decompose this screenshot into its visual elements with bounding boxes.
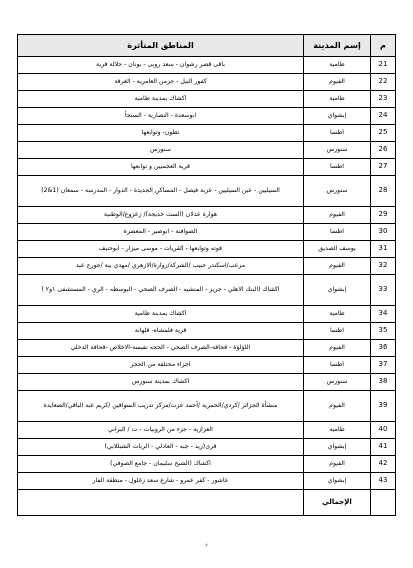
row-city: سنورس [304, 374, 371, 391]
row-city: طامية [304, 91, 371, 108]
total-row [18, 490, 396, 516]
row-areas: الصوافنة - ابوصير - المعصرة [18, 224, 304, 241]
row-areas: مرعب/اسكندر حبيب /الشركة/زوارة/الازهري /مهدي بية /جورج عيد [18, 258, 304, 275]
total-value-cell [18, 490, 304, 516]
row-areas: عاشور - كفر عمرو - شارع سعد زغلول - منطقة الفار [18, 473, 304, 490]
table-row [18, 159, 396, 176]
row-number: 39 [371, 391, 396, 422]
row-number: 29 [371, 207, 396, 224]
row-areas: ابوسعدة - النصارية - السنجأ [18, 108, 304, 125]
row-number: 38 [371, 374, 396, 391]
row-areas: اكشاك (البنك الاهلي - جريز - المنشيه - الصرف الصحي - البوسطه - الري - المستشفى ١و٢ ) [18, 275, 304, 306]
table-row [18, 57, 396, 74]
row-areas: العزازية - جزء من الروبيات - ت / البراني [18, 422, 304, 439]
row-number: 34 [371, 306, 396, 323]
document-page [17, 34, 396, 516]
row-areas: باقى قصر رشوان - سعد روبى - يونان - جلالة قرية [18, 57, 304, 74]
row-areas: قرى(زيد - جبه - العادلي - الربات الشبللابي) [18, 439, 304, 456]
table-row [18, 74, 396, 91]
row-city: سنورس [304, 142, 371, 159]
table-row [18, 207, 396, 224]
row-city: إبشواي [304, 275, 371, 306]
table-row [18, 224, 396, 241]
header-city-name: إسم المدينة [304, 35, 371, 57]
table-row [18, 422, 396, 439]
row-areas: هوارة عدلان (الست خديجة)/ زعزوع/الوطنية [18, 207, 304, 224]
row-number: 40 [371, 422, 396, 439]
row-areas: كفور النيل - جزمن العامرية - الغرقة [18, 74, 304, 91]
table-row [18, 391, 396, 422]
table-row [18, 176, 396, 207]
row-number: 37 [371, 357, 396, 374]
table-row [18, 456, 396, 473]
table-row [18, 306, 396, 323]
row-city: اطسا [304, 357, 371, 374]
row-areas: قرية قلمشاه- قلهانة [18, 323, 304, 340]
row-areas: اكشاك بمدينة طامية [18, 306, 304, 323]
row-city: الفيوم [304, 456, 371, 473]
table-header-row [18, 35, 396, 57]
table-row [18, 323, 396, 340]
row-city: إبشواي [304, 473, 371, 490]
row-number: 25 [371, 125, 396, 142]
row-city: الفيوم [304, 74, 371, 91]
row-number: 32 [371, 258, 396, 275]
row-areas: اجزاء مختلفة من الحجر [18, 357, 304, 374]
row-city: يوسف الصديق [304, 241, 371, 258]
row-city: طامية [304, 422, 371, 439]
row-number: 41 [371, 439, 396, 456]
row-number: 24 [371, 108, 396, 125]
page-number: ٢ [205, 543, 208, 549]
table-row [18, 357, 396, 374]
row-areas: منشأة الجزائر /كردي/الحمرية /أحمد عزت/مركز تدريب السواقين /كريم عبد الباقي/الصعايدة [18, 391, 304, 422]
row-number: 30 [371, 224, 396, 241]
row-city: الفيوم [304, 258, 371, 275]
table-row [18, 241, 396, 258]
total-number-cell [371, 490, 396, 516]
row-city: الفيوم [304, 207, 371, 224]
row-areas: قوته وتوابعها - القريات - موسى ميزار - ابوحنيف [18, 241, 304, 258]
row-areas: اكشاك بمدينة سنورس [18, 374, 304, 391]
row-areas: السيليين - عين السيليين - عزبة فيصل - المساكن الجديدة - الدوار - المدرسة - سمعان (1&2) [18, 176, 304, 207]
row-number: 35 [371, 323, 396, 340]
row-number: 36 [371, 340, 396, 357]
row-areas: اكشاك بمدينة طامية [18, 91, 304, 108]
table-row [18, 374, 396, 391]
row-city: اطسا [304, 159, 371, 176]
row-city: سنورس [304, 176, 371, 207]
table-row [18, 258, 396, 275]
row-city: طامية [304, 306, 371, 323]
row-city: طامية [304, 57, 371, 74]
row-city: اطسا [304, 323, 371, 340]
row-number: 23 [371, 91, 396, 108]
row-city: الفيوم [304, 340, 371, 357]
table-row [18, 91, 396, 108]
row-areas: اللؤلؤة - قحافة-الصرف الصحي - الحجه نفيسة-الاخلاص -قحافة الدخلي [18, 340, 304, 357]
row-number: 42 [371, 456, 396, 473]
row-areas: سنورس [18, 142, 304, 159]
header-affected-areas: المناطق المتأثرة [18, 35, 304, 57]
row-city: اطسا [304, 125, 371, 142]
row-number: 33 [371, 275, 396, 306]
table-row [18, 275, 396, 306]
table-row [18, 473, 396, 490]
table-row [18, 108, 396, 125]
header-number: م [371, 35, 396, 57]
table-row [18, 142, 396, 159]
table-row [18, 439, 396, 456]
row-city: الفيوم [304, 391, 371, 422]
row-number: 27 [371, 159, 396, 176]
row-number: 43 [371, 473, 396, 490]
affected-areas-table [17, 34, 396, 516]
total-label: الإجمالي [304, 490, 371, 516]
row-number: 28 [371, 176, 396, 207]
row-number: 22 [371, 74, 396, 91]
row-areas: قرية العجميين و توابعها [18, 159, 304, 176]
row-areas: اكشاك (الشيخ سليمان - جامع الصوفي) [18, 456, 304, 473]
table-row [18, 340, 396, 357]
row-areas: تطون- وتوابعها [18, 125, 304, 142]
row-number: 21 [371, 57, 396, 74]
row-number: 26 [371, 142, 396, 159]
row-city: إبشواي [304, 108, 371, 125]
table-row [18, 125, 396, 142]
row-city: اطسا [304, 224, 371, 241]
row-number: 31 [371, 241, 396, 258]
row-city: إبشواي [304, 439, 371, 456]
